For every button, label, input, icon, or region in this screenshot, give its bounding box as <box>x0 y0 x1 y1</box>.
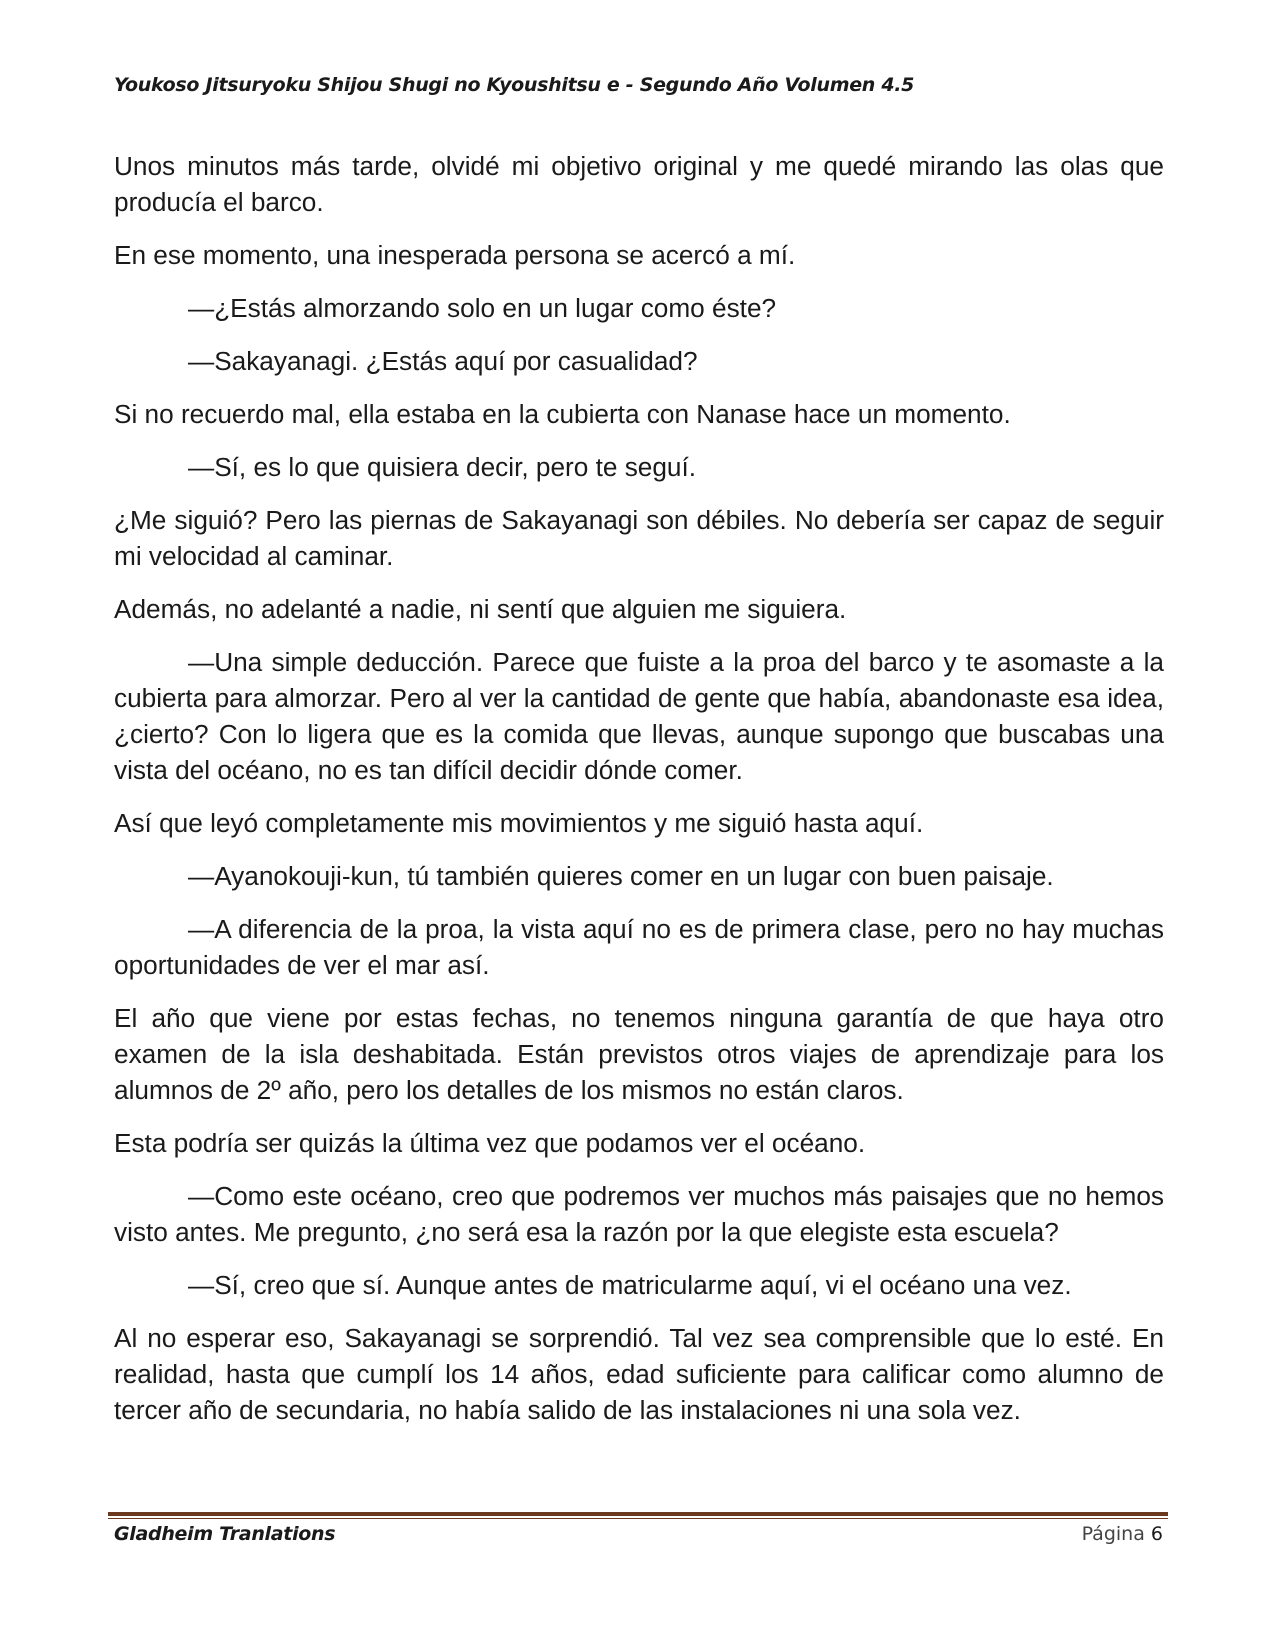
paragraph: Esta podría ser quizás la última vez que podamos ver el océano. <box>114 1128 866 1158</box>
dialogue-paragraph: —A diferencia de la proa, la vista aquí no es de primera clase, pero no hay muchas oportunidades de ver el mar así. <box>114 914 1164 980</box>
footer-divider-thick <box>108 1512 1168 1516</box>
paragraph: En ese momento, una inesperada persona se acercó a mí. <box>114 240 796 270</box>
dialogue-paragraph: —Como este océano, creo que podremos ver muchos más paisajes que no hemos visto antes. Me pregunto, ¿no será esa la razón por la que elegiste esta escuela? <box>114 1181 1164 1247</box>
paragraph: Así que leyó completamente mis movimientos y me siguió hasta aquí. <box>114 808 924 838</box>
footer-divider-thin <box>108 1518 1168 1519</box>
dialogue-paragraph: —Sí, creo que sí. Aunque antes de matricularme aquí, vi el océano una vez. <box>188 1270 1072 1300</box>
paragraph: ¿Me siguió? Pero las piernas de Sakayanagi son débiles. No debería ser capaz de seguir mi velocidad al caminar. <box>114 505 1164 571</box>
footer-divider <box>108 1512 1168 1519</box>
dialogue-paragraph: —Sakayanagi. ¿Estás aquí por casualidad? <box>188 346 698 376</box>
page-number-value: 6 <box>1150 1523 1163 1545</box>
paragraph: Al no esperar eso, Sakayanagi se sorprendió. Tal vez sea comprensible que lo esté. En realidad, hasta que cumplí los 14 años, edad suficiente para calificar como alumno de tercer año de secundaria, no había salido de las instalaciones ni una sola vez. <box>114 1323 1164 1425</box>
document-body <box>114 148 1164 1445</box>
page-header-title: Youkoso Jitsuryoku Shijou Shugi no Kyoushitsu e - Segundo Año Volumen 4.5 <box>114 74 915 96</box>
page-number <box>1082 1523 1163 1545</box>
dialogue-paragraph: —Sí, es lo que quisiera decir, pero te seguí. <box>188 452 697 482</box>
paragraph: Si no recuerdo mal, ella estaba en la cubierta con Nanase hace un momento. <box>114 399 1011 429</box>
paragraph: Además, no adelanté a nadie, ni sentí que alguien me siguiera. <box>114 594 847 624</box>
dialogue-paragraph: —¿Estás almorzando solo en un lugar como éste? <box>188 293 777 323</box>
dialogue-paragraph: —Una simple deducción. Parece que fuiste a la proa del barco y te asomaste a la cubierta para almorzar. Pero al ver la cantidad de gente que había, abandonaste esa idea, ¿cierto? Con lo ligera que es la comida que llevas, aunque supongo que buscabas una vista del océano, no es tan difícil decidir dónde comer. <box>114 647 1164 785</box>
paragraph: Unos minutos más tarde, olvidé mi objetivo original y me quedé mirando las olas que producía el barco. <box>114 151 1164 217</box>
footer-credit: Gladheim Tranlations <box>114 1523 336 1545</box>
dialogue-paragraph: —Ayanokouji-kun, tú también quieres comer en un lugar con buen paisaje. <box>188 861 1054 891</box>
page-label: Página <box>1081 1523 1145 1545</box>
paragraph: El año que viene por estas fechas, no tenemos ninguna garantía de que haya otro examen de la isla deshabitada. Están previstos otros viajes de aprendizaje para los alumnos de 2º año, pero los detalles de los mismos no están claros. <box>114 1003 1164 1105</box>
